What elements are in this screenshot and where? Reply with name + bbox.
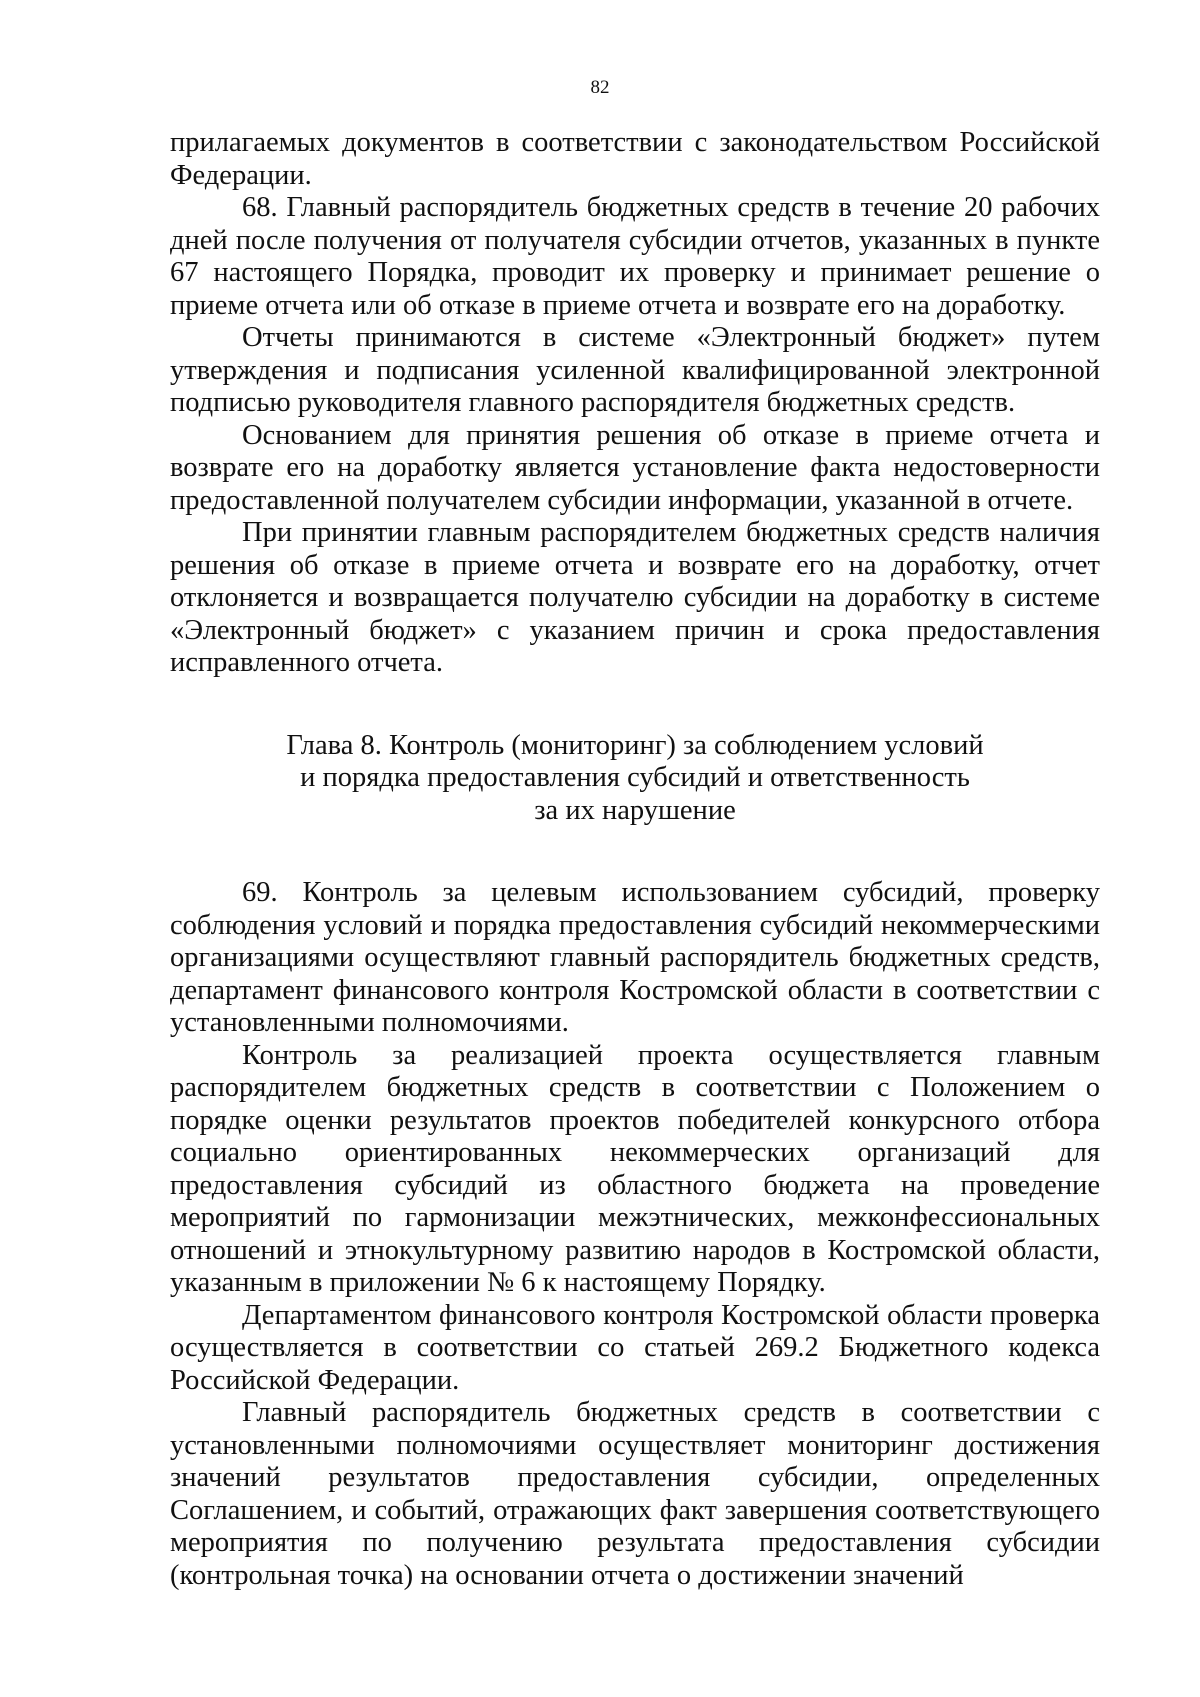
paragraph-item-69: 69. Контроль за целевым использованием субсидий, проверку соблюдения условий и порядка предоставления субсидий некоммерческими организациями осуществляют главный распорядитель бюджетных средств, департамент финансового контроля Костромской области в соответствии с установленными полномочиями. xyxy=(170,877,1100,1038)
paragraph-item-68: 68. Главный распорядитель бюджетных средств в течение 20 рабочих дней после получения от получателя субсидии отчетов, указанных в пункте 67 настоящего Порядка, проводит их проверку и принимает решение о приеме отчета или об отказе в приеме отчета и возврате его на доработку. xyxy=(170,192,1100,321)
paragraph-continuation: прилагаемых документов в соответствии с законодательством Российской Федерации. xyxy=(170,127,1100,191)
paragraph-financial-control-check: Департаментом финансового контроля Костромской области проверка осуществляется в соответствии со статьей 269.2 Бюджетного кодекса Российской Федерации. xyxy=(170,1299,1100,1396)
chapter-heading-line-1: Глава 8. Контроль (мониторинг) за соблюдением условий xyxy=(286,729,984,761)
paragraph-monitoring: Главный распорядитель бюджетных средств в соответствии с установленными полномочиями осуществляет мониторинг достижения значений результатов предоставления субсидии, определенных Соглашением, и событий, отражающих факт завершения соответствующего мероприятия по получению результата предоставления субсидии (контрольная точка) на основании отчета о достижении значений xyxy=(170,1397,1100,1591)
paragraph-report-rejection: При принятии главным распорядителем бюджетных средств наличия решения об отказе в приеме отчета и возврате его на доработку, отчет отклоняется и возвращается получателю субсидии на доработку в системе «Электронный бюджет» с указанием причин и срока предоставления исправленного отчета. xyxy=(170,517,1100,678)
page-number: 82 xyxy=(590,77,610,98)
chapter-heading-line-3: за их нарушение xyxy=(534,794,736,826)
chapter-heading xyxy=(170,680,1100,878)
chapter-heading-line-2: и порядка предоставления субсидий и ответственность xyxy=(300,762,970,793)
paragraph-reports-acceptance: Отчеты принимаются в системе «Электронный бюджет» путем утверждения и подписания усиленной квалифицированной электронной подписью руководителя главного распорядителя бюджетных средств. xyxy=(170,322,1100,418)
paragraph-project-control: Контроль за реализацией проекта осуществляется главным распорядителем бюджетных средств в соответствии с Положением о порядке оценки результатов проектов победителей конкурсного отбора социально ориентированных некоммерческих организаций для предоставления субсидий из областного бюджета на проведение мероприятий по гармонизации межэтнических, межконфессиональных отношений и этнокультурному развитию народов в Костромской области, указанным в приложении № 6 к настоящему Порядку. xyxy=(170,1039,1100,1298)
document-body xyxy=(170,127,1100,1592)
paragraph-refusal-grounds: Основанием для принятия решения об отказе в приеме отчета и возврате его на доработку является установление факта недостоверности предоставленной получателем субсидии информации, указанной в отчете. xyxy=(170,419,1100,516)
